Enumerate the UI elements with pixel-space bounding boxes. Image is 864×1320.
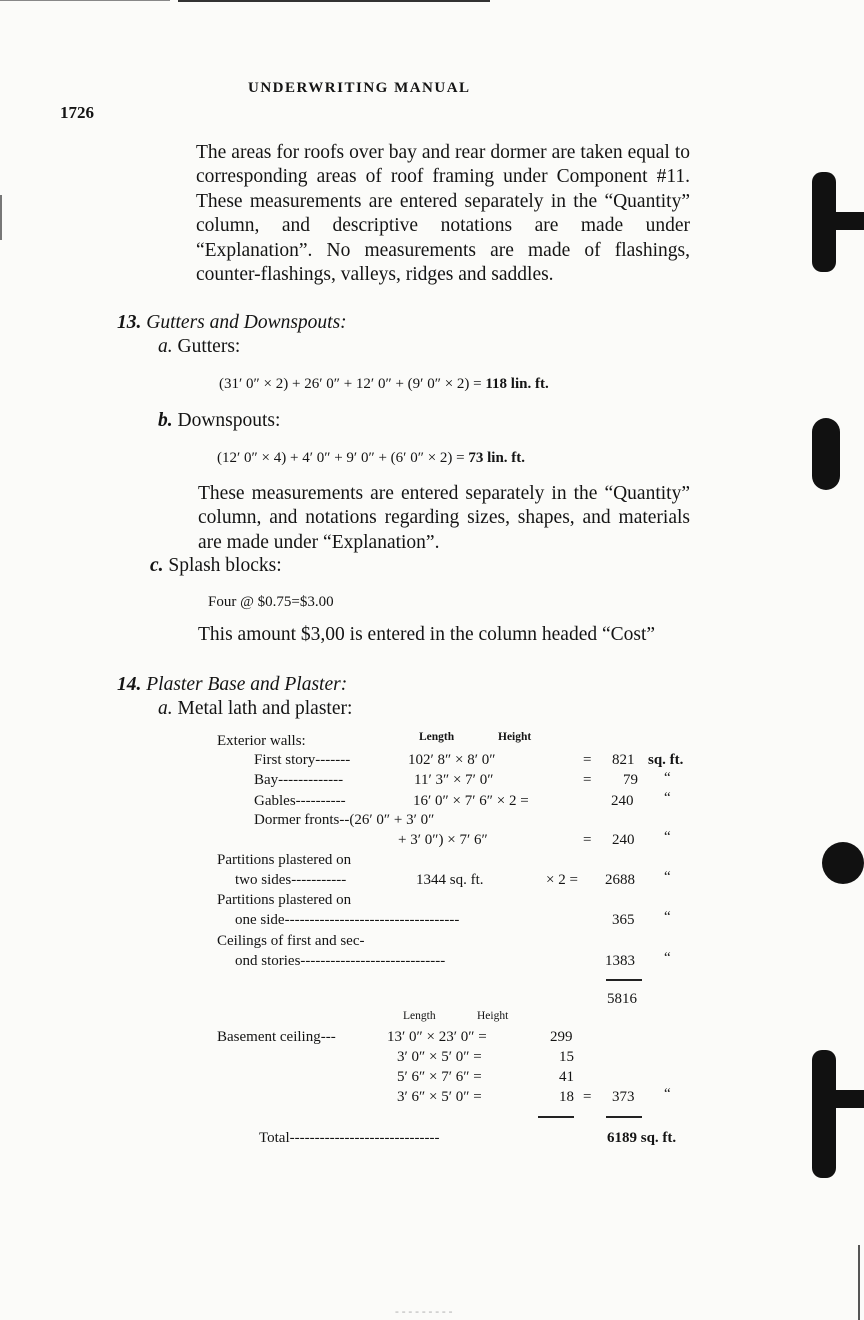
intro-paragraph: The areas for roofs over bay and rear dormer are taken equal to corresponding areas of roof framing under Component #11. These measurements are entered separately in the “Quantity” column, and descriptive notations are made under “Explanation”. No measurements are made of flashings, counter-flashings, valleys, ridges and saddles.	[196, 142, 690, 286]
binder-clip-mark-top-arm	[820, 212, 864, 230]
row-unit: “	[664, 770, 671, 786]
leader-dots: -----------	[291, 872, 347, 888]
basement-value: 299	[550, 1029, 573, 1045]
row-value: 79	[623, 772, 638, 788]
row-multiplier: × 2 =	[546, 872, 578, 888]
splash-blocks-formula: Four @ $0.75=$3.00	[208, 594, 334, 610]
leader-dots: ------------------------------	[289, 1130, 440, 1146]
section-14-number: 14.	[117, 674, 142, 695]
table-row	[217, 1029, 336, 1046]
row-value: 2688	[605, 872, 635, 888]
row-value: 1383	[605, 953, 635, 969]
gutters-label: Gutters:	[177, 336, 241, 357]
row-value: 365	[612, 912, 635, 928]
row-value: 240	[611, 793, 634, 809]
item-label-a: a.	[158, 336, 173, 357]
page-number: 1726	[60, 103, 94, 122]
column-header-length: Length	[403, 1010, 436, 1022]
column-header-length: Length	[419, 731, 455, 743]
table-row	[235, 912, 459, 929]
row-dimensions: + 3′ 0″) × 7′ 6″	[398, 832, 488, 848]
table-row	[235, 872, 346, 889]
section-14-title: Plaster Base and Plaster:	[146, 674, 348, 695]
table-row	[254, 772, 343, 789]
row-dimensions: (26′ 0″ + 3′ 0″	[349, 812, 435, 828]
leader-dots: --	[339, 812, 350, 828]
downspouts-formula-expression: (12′ 0″ × 4) + 4′ 0″ + 9′ 0″ + (6′ 0″ × 2) =	[217, 450, 465, 466]
section-13-title: Gutters and Downspouts:	[146, 312, 347, 333]
row-value: 821	[612, 752, 635, 768]
binder-clip-mark-bottom-arm	[820, 1090, 864, 1108]
binder-clip-mark-bottom	[812, 1050, 836, 1178]
basement-dimensions: 13′ 0″ × 23′ 0″ =	[387, 1029, 487, 1045]
gutters-formula-expression: (31′ 0″ × 2) + 26′ 0″ + 12′ 0″ + (9′ 0″ × 2) =	[219, 376, 482, 392]
row-label: Dormer fronts	[254, 812, 340, 828]
total-rule	[606, 1116, 642, 1118]
row-unit: “	[664, 790, 671, 806]
section-13a-heading	[158, 336, 240, 358]
left-edge-mark	[0, 195, 2, 240]
row-dimensions: 102′ 8″ × 8′ 0″	[408, 752, 496, 768]
row-label: one side	[235, 912, 285, 928]
row-label: First story	[254, 752, 316, 768]
top-edge-line	[178, 0, 490, 2]
running-head: UNDERWRITING MANUAL	[248, 80, 471, 96]
row-unit: “	[664, 909, 671, 925]
row-equals: =	[583, 752, 592, 768]
downspouts-result: 73 lin. ft.	[468, 450, 526, 466]
exterior-walls-label: Exterior walls:	[217, 733, 306, 749]
table-row	[259, 1130, 439, 1147]
item-label-b: b.	[158, 410, 173, 431]
bottom-edge-dashes: - - - - - - - - -	[395, 1306, 453, 1318]
downspouts-label: Downspouts:	[177, 410, 281, 431]
top-edge-line	[0, 0, 170, 1]
basement-value: 18	[559, 1089, 574, 1105]
leader-dots: ----------	[295, 793, 346, 809]
downspouts-formula	[217, 450, 525, 467]
basement-equals: =	[583, 1089, 592, 1105]
leader-dots: -----------------------------	[300, 953, 446, 969]
row-dimensions: 11′ 3″ × 7′ 0″	[414, 772, 494, 788]
table-row	[254, 793, 346, 810]
basement-dimensions: 3′ 6″ × 5′ 0″ =	[397, 1089, 482, 1105]
splash-blocks-label: Splash blocks:	[168, 555, 282, 576]
table-row	[254, 752, 350, 769]
gutters-result: 118 lin. ft.	[485, 376, 549, 392]
row-label: Partitions plastered on	[217, 892, 352, 908]
grand-total-value: 6189 sq. ft.	[607, 1130, 677, 1146]
row-unit: “	[664, 829, 671, 845]
right-edge-line	[858, 1245, 860, 1320]
leader-dots: -----------------------------------	[284, 912, 460, 928]
section-13-heading	[117, 312, 347, 334]
row-label: Ceilings of first and sec-	[217, 933, 365, 949]
leader-dots: -------	[315, 752, 351, 768]
row-label: Bay	[254, 772, 279, 788]
row-label: ond stories	[235, 953, 301, 969]
column-header-height: Height	[477, 1010, 509, 1022]
grand-total-label: Total	[259, 1130, 290, 1146]
basement-sum-rule	[538, 1116, 574, 1118]
basement-value: 41	[559, 1069, 574, 1085]
leader-dots: ---	[320, 1029, 336, 1045]
splash-blocks-paragraph: This amount $3,00 is entered in the column headed “Cost”	[198, 624, 656, 645]
row-dimensions: 1344 sq. ft.	[416, 872, 484, 888]
binder-hole-mark-middle	[812, 418, 840, 490]
section-14a-heading	[158, 698, 352, 720]
row-equals: =	[583, 832, 592, 848]
section-13-paragraph: These measurements are entered separately in the “Quantity” column, and notations regarding sizes, shapes, and materials are made under “Explanation”.	[198, 483, 690, 553]
row-unit: sq. ft.	[648, 752, 684, 768]
basement-total: 373	[612, 1089, 635, 1105]
subtotal-value: 5816	[607, 991, 637, 1007]
basement-dimensions: 5′ 6″ × 7′ 6″ =	[397, 1069, 482, 1085]
leader-dots: -------------	[278, 772, 344, 788]
metal-lath-label: Metal lath and plaster:	[177, 698, 353, 719]
basement-dimensions: 3′ 0″ × 5′ 0″ =	[397, 1049, 482, 1065]
row-label: two sides	[235, 872, 292, 888]
section-14-heading	[117, 674, 347, 696]
column-header-height: Height	[498, 731, 532, 743]
basement-value: 15	[559, 1049, 574, 1065]
row-equals: =	[583, 772, 592, 788]
row-unit: “	[664, 950, 671, 966]
section-13c-heading	[150, 555, 282, 577]
gutters-formula	[219, 376, 549, 393]
basement-unit: “	[664, 1086, 671, 1102]
table-row	[254, 812, 434, 829]
binder-hole-mark-lower	[822, 842, 864, 884]
item-label-c: c.	[150, 555, 164, 576]
row-dimensions: 16′ 0″ × 7′ 6″ × 2 =	[413, 793, 529, 809]
section-13-number: 13.	[117, 312, 142, 333]
row-label: Basement ceiling	[217, 1029, 321, 1045]
item-label-a: a.	[158, 698, 173, 719]
row-label: Partitions plastered on	[217, 852, 352, 868]
row-value: 240	[612, 832, 635, 848]
row-label: Gables	[254, 793, 296, 809]
subtotal-rule	[606, 979, 642, 981]
row-unit: “	[664, 869, 671, 885]
table-row	[235, 953, 445, 970]
section-13b-heading	[158, 410, 280, 432]
